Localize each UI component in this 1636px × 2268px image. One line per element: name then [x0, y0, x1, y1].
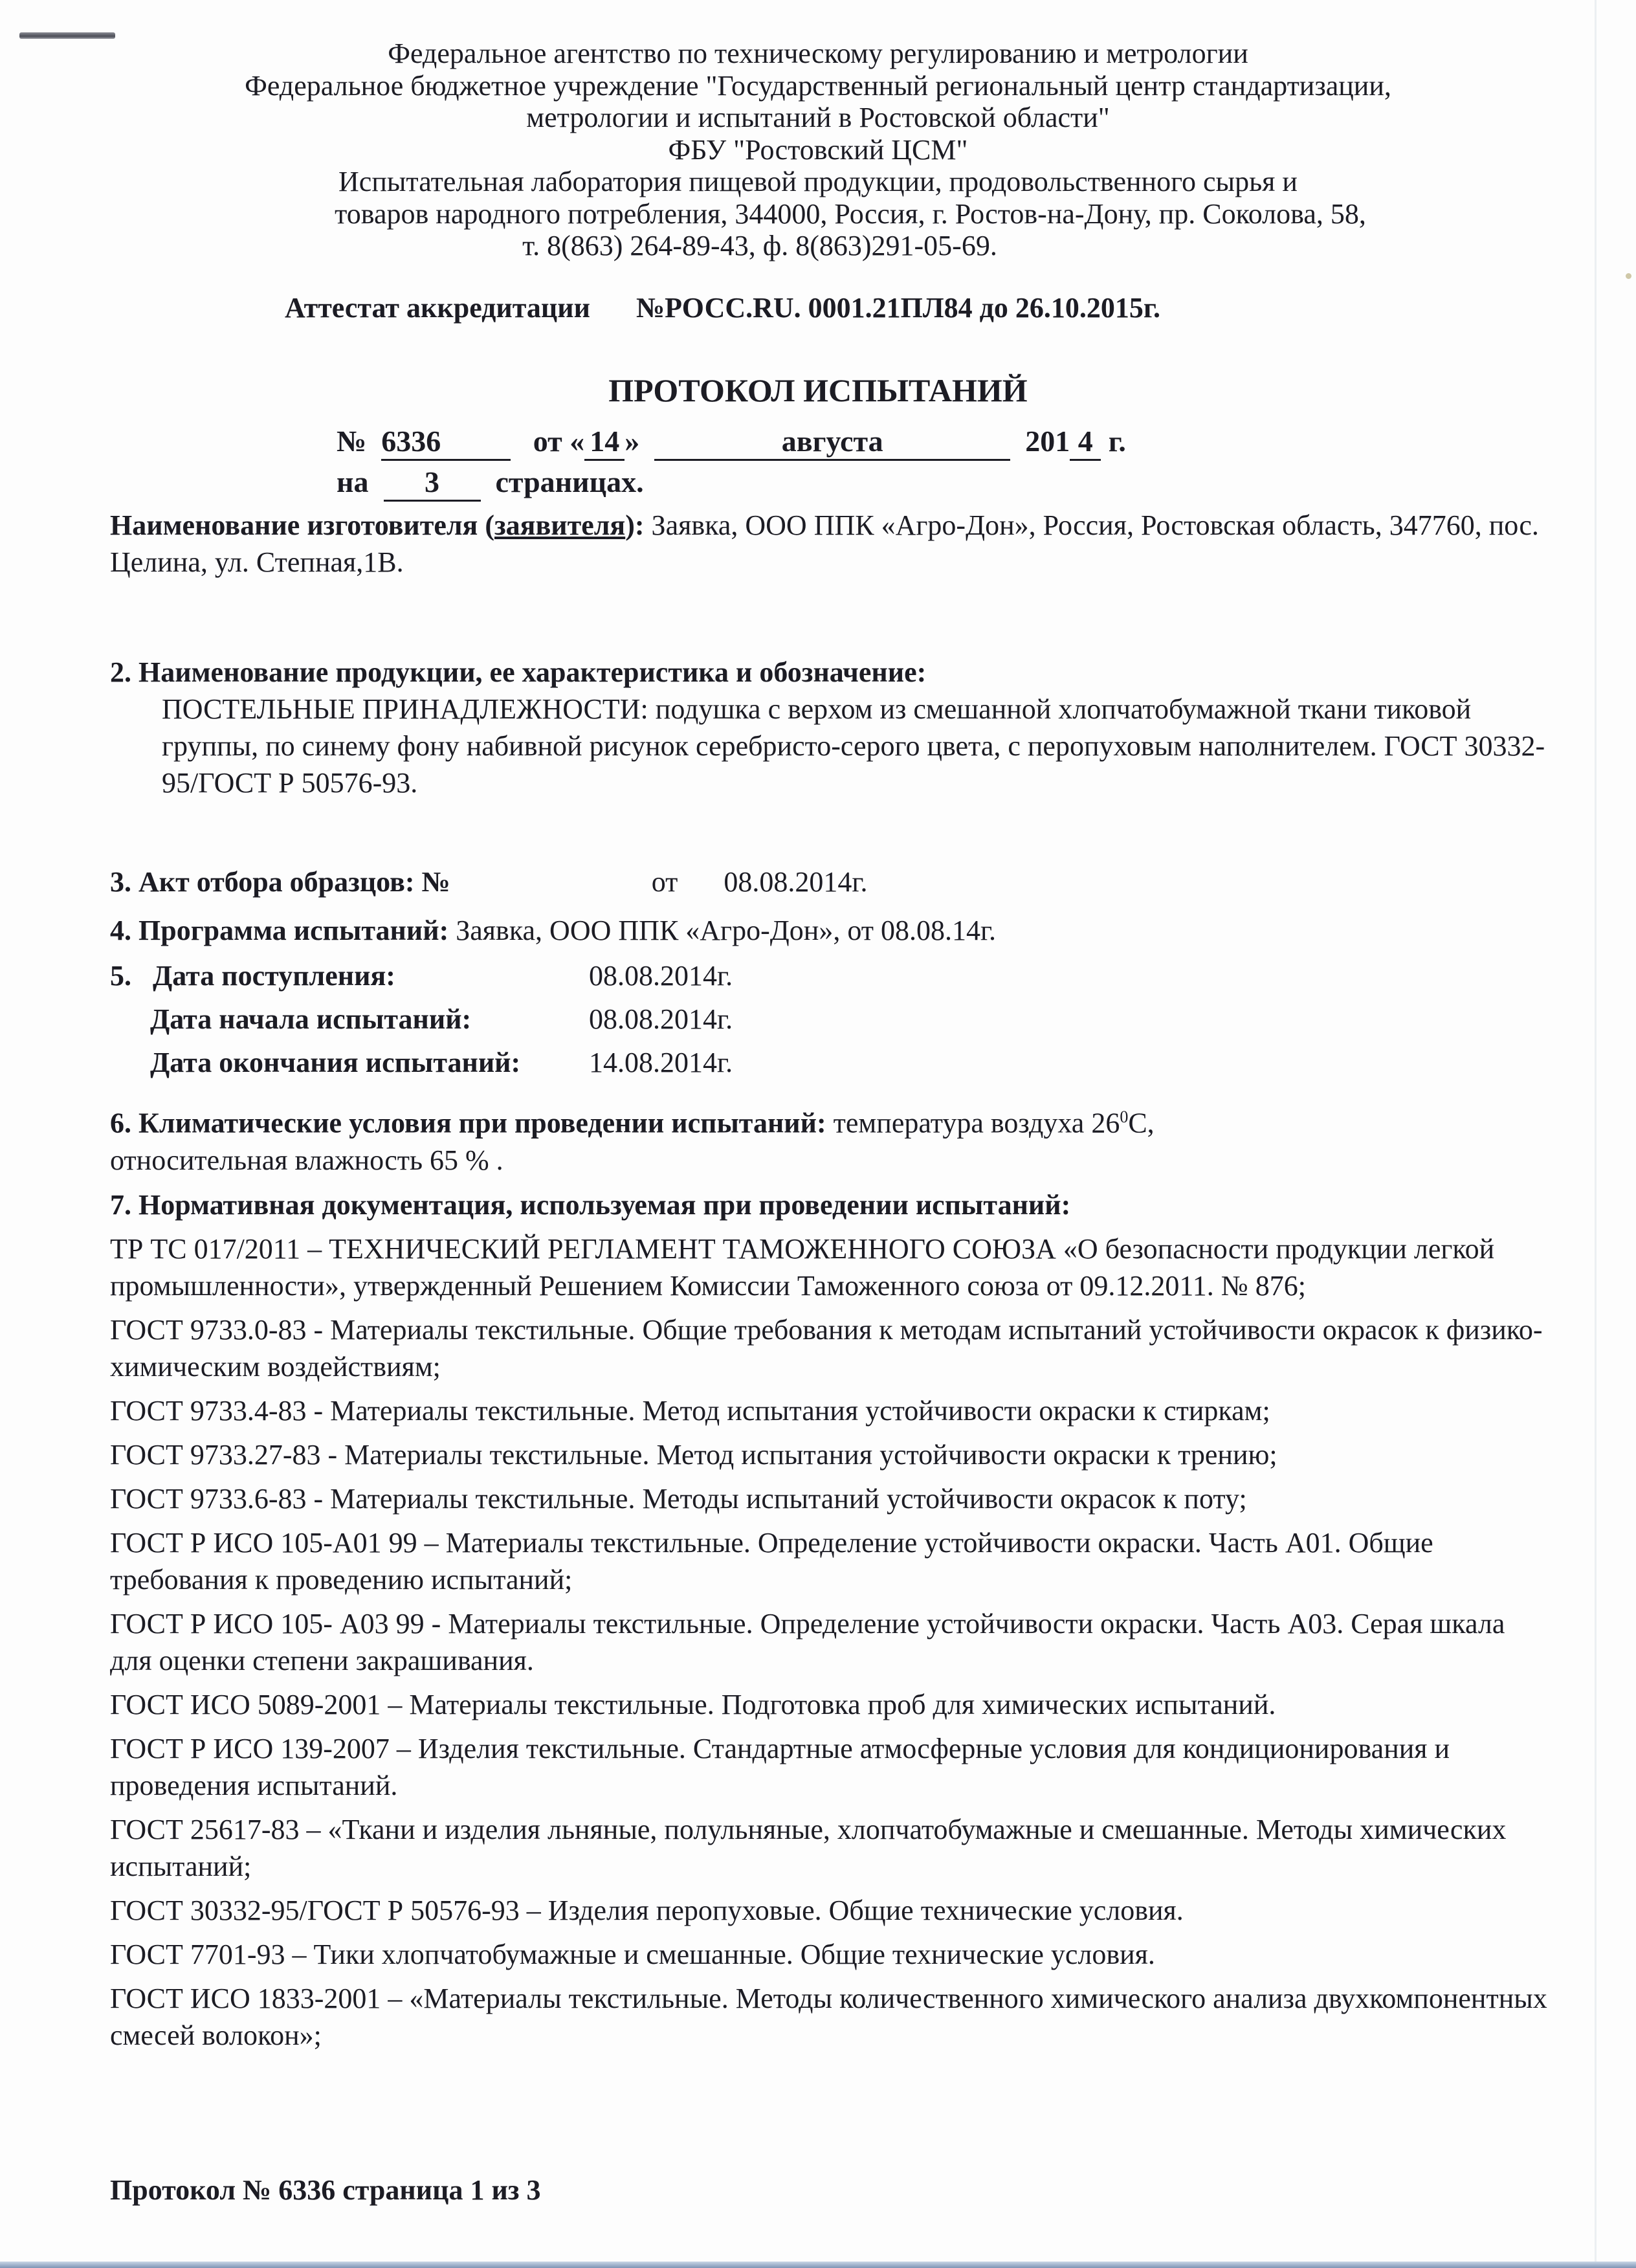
- norm-item: ГОСТ 30332-95/ГОСТ Р 50576-93 – Изделия перопуховые. Общие технические условия.: [110, 1895, 1184, 1926]
- header-agency: Федеральное агентство по техническому регулированию и метрологии: [388, 38, 1248, 69]
- header-lab: Испытательная лаборатория пищевой продукции, продовольственного сырья и: [338, 166, 1298, 197]
- header-institution-cont: метрологии и испытаний в Ростовской области": [526, 102, 1110, 133]
- norm-item: ГОСТ ИСО 1833-2001 – «Материалы текстильные. Методы количественного химического анализа двухкомпонентных смесей волокон»;: [110, 1983, 1547, 2051]
- date-end-label: Дата окончания испытаний:: [150, 1047, 521, 1078]
- section-3-from: от: [651, 866, 678, 898]
- norm-item: ГОСТ Р ИСО 105- А03 99 - Материалы текстильные. Определение устойчивости окраски. Часть А03. Серая шкала для оценки степени закрашивания.: [110, 1608, 1505, 1676]
- protocol-number: 6336: [381, 427, 511, 461]
- norm-item: ГОСТ 25617-83 – «Ткани и изделия льняные, полульняные, хлопчатобумажные и смешанные. Методы химических испытаний;: [110, 1814, 1507, 1882]
- protocol-month: августа: [654, 427, 1010, 461]
- section-3-date: 08.08.2014г.: [724, 866, 868, 898]
- section-4-value: Заявка, ООО ППК «Агро-Дон», от 08.08.14г.: [448, 915, 997, 946]
- date-start-value: 08.08.2014г.: [589, 1003, 733, 1035]
- date-end-value: 14.08.2014г.: [589, 1047, 733, 1078]
- date-start-row: [110, 1001, 1552, 1038]
- product-description: ПОСТЕЛЬНЫЕ ПРИНАДЛЕЖНОСТИ: подушка с верхом из смешанной хлопчатобумажной ткани тиковой группы, по синему фону набивной рисунок серебристо-серого цвета, с перопуховым наполнителем. ГОСТ 30332-95/ГОСТ Р 50576-93.: [162, 693, 1545, 799]
- section-3-label: 3. Акт отбора образцов: №: [110, 866, 450, 898]
- scan-speck: [1626, 273, 1631, 279]
- section-2-product: [110, 654, 1552, 801]
- temperature-text: температура воздуха 26: [826, 1107, 1120, 1139]
- date-received-row: [110, 957, 1552, 994]
- accreditation: [285, 291, 1160, 324]
- norm-item: ГОСТ 9733.4-83 - Материалы текстильные. Метод испытания устойчивости окраски к стиркам;: [110, 1395, 1270, 1427]
- degree-sup: 0: [1120, 1107, 1129, 1126]
- number-sign: №: [337, 425, 367, 458]
- manufacturer-value: Заявка, ООО ППК «Агро-Дон», Россия, Ростовская область, 347760, пос. Целина, ул. Степная,1В.: [110, 509, 1539, 578]
- header-phone: т. 8(863) 264-89-43, ф. 8(863)291-05-69.: [522, 230, 997, 261]
- header-lab-address: товаров народного потребления, 344000, Россия, г. Ростов-на-Дону, пр. Соколова, 58,: [335, 197, 1366, 230]
- norm-item: ГОСТ ИСО 5089-2001 – Материалы текстильные. Подготовка проб для химических испытаний.: [110, 1689, 1276, 1720]
- date-open: от «: [533, 425, 585, 458]
- section-2-heading: 2. Наименование продукции, ее характеристика и обозначение:: [110, 656, 927, 688]
- section-7-heading: 7. Нормативная документация, используемая при проведении испытаний:: [110, 1189, 1071, 1221]
- temperature-unit: С,: [1128, 1107, 1155, 1139]
- protocol-pages-line: [337, 465, 644, 502]
- date-received-value: 08.08.2014г.: [589, 960, 733, 992]
- accreditation-label: Аттестат аккредитации: [285, 292, 590, 324]
- page-footer: Протокол № 6336 страница 1 из 3: [110, 2174, 541, 2206]
- header-short-name: ФБУ "Ростовский ЦСМ": [668, 133, 968, 166]
- norm-item: ГОСТ 7701-93 – Тики хлопчатобумажные и смешанные. Общие технические условия.: [110, 1939, 1155, 1970]
- section-4-program: [110, 912, 1552, 949]
- section-6-climate: [110, 1098, 1552, 1179]
- norm-item: ГОСТ Р ИСО 105-А01 99 – Материалы текстильные. Определение устойчивости окраски. Часть А01. Общие требования к проведению испытаний;: [110, 1527, 1433, 1595]
- year-prefix: 201: [1025, 425, 1070, 458]
- date-start-label: Дата начала испытаний:: [150, 1003, 472, 1035]
- norm-item: ГОСТ 9733.0-83 - Материалы текстильные. Общие требования к методам испытаний устойчивости окрасок к физико-химическим воздействиям;: [110, 1314, 1543, 1383]
- manufacturer-section: [110, 507, 1552, 581]
- section-6-label: 6. Климатические условия при проведении испытаний:: [110, 1107, 826, 1139]
- humidity-text: относительная влажность 65 % .: [110, 1144, 503, 1176]
- date-received-label: 5. Дата поступления:: [110, 960, 395, 992]
- manufacturer-label: Наименование изготовителя (заявителя):: [110, 509, 645, 541]
- protocol-pages: 3: [384, 467, 481, 502]
- date-close: »: [625, 425, 640, 458]
- section-5-dates: [110, 957, 1552, 1081]
- header-institution: Федеральное бюджетное учреждение "Государственный региональный центр стандартизации,: [245, 69, 1391, 102]
- section-7-norms: [110, 1186, 1552, 2061]
- document-title: ПРОТОКОЛ ИСПЫТАНИЙ: [608, 372, 1028, 408]
- accreditation-number: №РОСС.RU. 0001.21ПЛ84 до 26.10.2015г.: [636, 292, 1160, 324]
- norm-item: ТР ТС 017/2011 – ТЕХНИЧЕСКИЙ РЕГЛАМЕНТ ТАМОЖЕННОГО СОЮЗА «О безопасности продукции легкой промышленности», утвержденный Решением Комиссии Таможенного союза от 09.12.2011. № 876;: [110, 1233, 1495, 1302]
- protocol-year-digit: 4: [1070, 427, 1101, 461]
- section-4-label: 4. Программа испытаний:: [110, 915, 449, 946]
- protocol-day: 14: [584, 427, 625, 461]
- norm-item: ГОСТ 9733.6-83 - Материалы текстильные. Методы испытаний устойчивости окрасок к поту;: [110, 1483, 1247, 1515]
- norm-item: ГОСТ Р ИСО 139-2007 – Изделия текстильные. Стандартные атмосферные условия для кондиционирования и проведения испытаний.: [110, 1733, 1450, 1801]
- pages-suffix: страницах.: [495, 465, 644, 498]
- norm-item: ГОСТ 9733.27-83 - Материалы текстильные. Метод испытания устойчивости окраски к трению;: [110, 1439, 1277, 1471]
- pages-prefix: на: [337, 465, 369, 498]
- year-suffix: г.: [1108, 425, 1126, 458]
- section-3-sampling-act: [110, 863, 1552, 900]
- scan-edge-line: [1595, 0, 1597, 2268]
- scan-bottom-edge: [0, 2262, 1636, 2268]
- organization-header: [0, 38, 1636, 262]
- protocol-number-line: [337, 424, 1126, 461]
- date-end-row: [110, 1044, 1552, 1081]
